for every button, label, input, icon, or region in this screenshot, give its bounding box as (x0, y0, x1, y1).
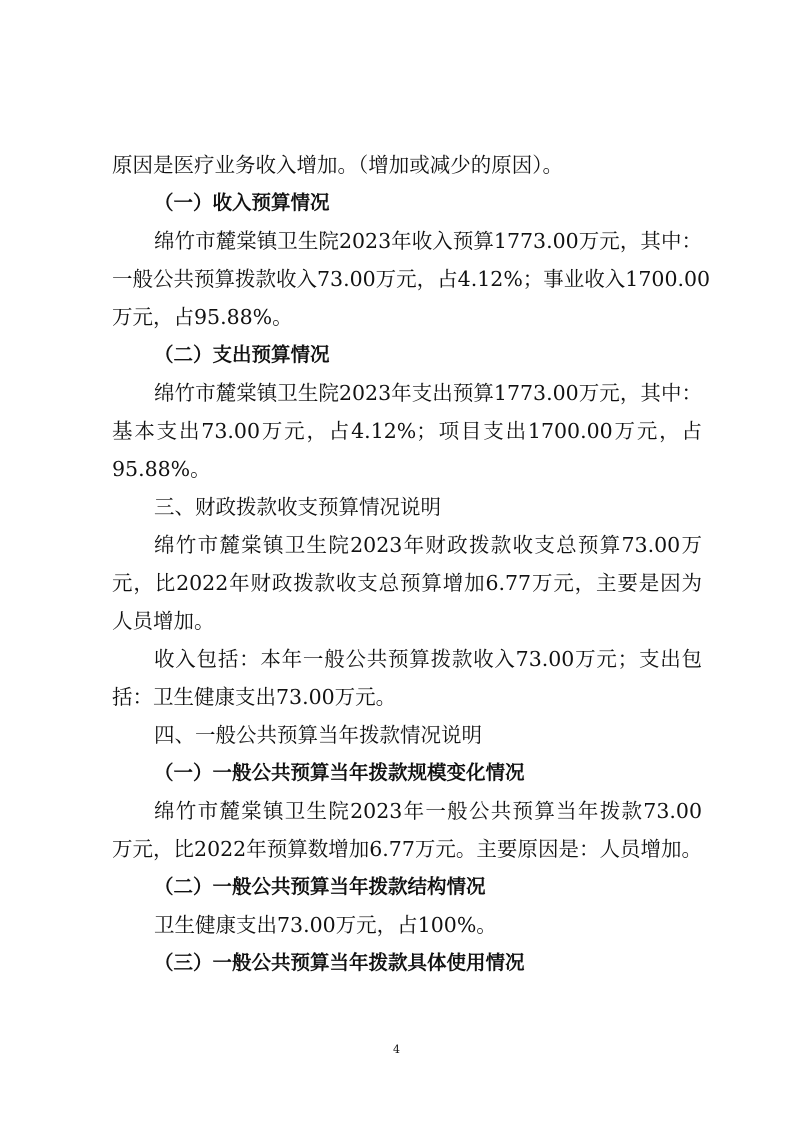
text-line: 元，比2022年财政拨款收支总预算增加6.77万元，主要是因为 (112, 571, 702, 595)
text-line: 绵竹市麓棠镇卫生院2023年支出预算1773.00万元，其中： (154, 381, 702, 405)
section-heading: （三）一般公共预算当年拨款具体使用情况 (154, 951, 525, 974)
text-line: 绵竹市麓棠镇卫生院2023年财政拨款收支总预算73.00万 (154, 533, 702, 557)
text-line: 绵竹市麓棠镇卫生院2023年一般公共预算当年拨款73.00 (154, 799, 702, 823)
chapter-heading: 四、一般公共预算当年拨款情况说明 (154, 723, 482, 747)
text-line: 一般公共预算拨款收入73.00万元，占4.12%；事业收入1700.00 (112, 267, 711, 291)
section-heading: （二）支出预算情况 (154, 343, 330, 366)
text-line: 万元，占95.88%。 (112, 305, 293, 329)
section-heading: （一）一般公共预算当年拨款规模变化情况 (154, 761, 525, 784)
text-line: 95.88%。 (112, 457, 211, 481)
text-line: 人员增加。 (112, 609, 215, 633)
text-line: 收入包括：本年一般公共预算拨款收入73.00万元；支出包 (154, 647, 702, 671)
chapter-heading: 三、财政拨款收支预算情况说明 (154, 495, 441, 519)
page-number: 4 (393, 1043, 400, 1056)
text-line: 万元，比2022年预算数增加6.77万元。主要原因是：人员增加。 (112, 837, 702, 861)
text-line: 原因是医疗业务收入增加。（增加或减少的原因）。 (112, 153, 563, 177)
text-line: 括：卫生健康支出73.00万元。 (112, 685, 397, 709)
section-heading: （一）收入预算情况 (154, 191, 330, 214)
text-line: 卫生健康支出73.00万元，占100%。 (154, 913, 497, 937)
section-heading: （二）一般公共预算当年拨款结构情况 (154, 875, 486, 898)
text-line: 基本支出73.00万元，占4.12%；项目支出1700.00万元，占 (112, 419, 702, 443)
text-line: 绵竹市麓棠镇卫生院2023年收入预算1773.00万元，其中： (154, 229, 702, 253)
